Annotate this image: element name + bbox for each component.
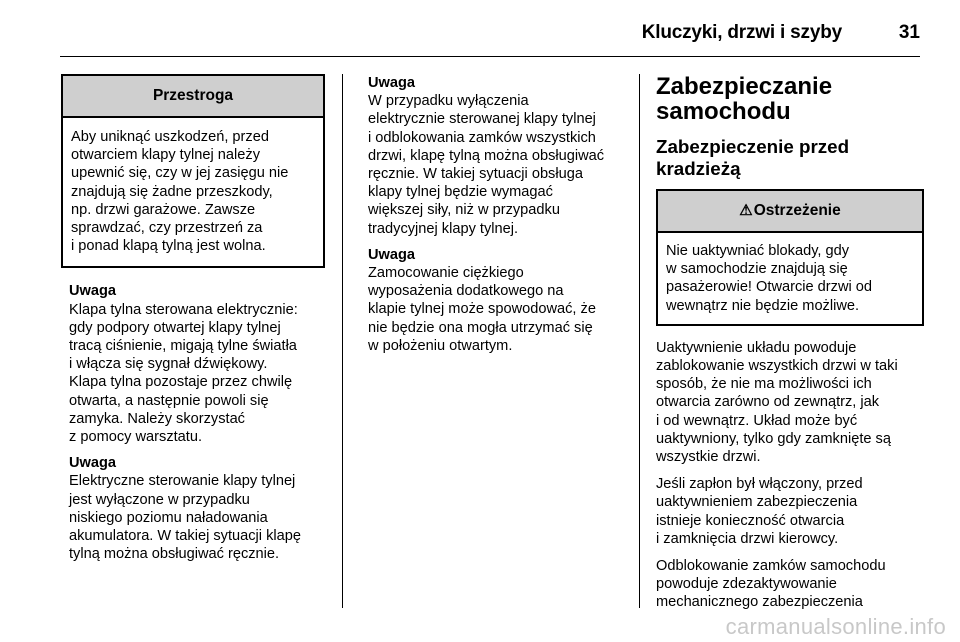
warning-title: Ostrzeżenie bbox=[753, 202, 841, 219]
text-line: znajdują się żadne przeszkody, bbox=[71, 183, 273, 200]
note-title: Uwaga bbox=[368, 246, 416, 263]
text-line: nie będzie ona mogła utrzymać się bbox=[368, 319, 593, 336]
text-line: ręcznie. W takiej sytuacji obsługa bbox=[368, 166, 583, 183]
text-line: sprawdzać, czy przestrzeń za bbox=[71, 220, 263, 237]
text-line: tylną można obsługiwać ręcznie. bbox=[69, 546, 280, 563]
column-left bbox=[61, 74, 325, 563]
warning-box bbox=[656, 189, 924, 326]
text-line: tracą ciśnienie, migają tylne światła bbox=[69, 338, 297, 355]
text-line: upewnić się, czy w jej zasięgu nie bbox=[71, 165, 289, 182]
text-line: w położeniu otwartym. bbox=[368, 337, 513, 354]
text-line: otwarcia zarówno od zewnątrz, jak bbox=[656, 394, 880, 411]
text-line: Elektryczne sterowanie klapy tylnej bbox=[69, 473, 296, 490]
text-line: jest wyłączone w przypadku bbox=[69, 491, 250, 508]
text-line: i włącza się sygnał dźwiękowy. bbox=[69, 356, 268, 373]
note-text bbox=[69, 472, 325, 563]
text-line: Odblokowanie zamków samochodu bbox=[656, 558, 886, 575]
text-line: niskiego poziomu naładowania bbox=[69, 509, 268, 526]
text-line: powoduje zdezaktywowanie bbox=[656, 576, 837, 593]
warning-body bbox=[658, 233, 922, 324]
paragraph-ignition bbox=[656, 475, 924, 548]
text-line: klapie tylnej może spowodować, że bbox=[368, 301, 596, 318]
warning-header bbox=[658, 191, 922, 233]
text-line: otwarta, a następnie powoli się bbox=[69, 392, 269, 409]
column-divider bbox=[342, 74, 343, 608]
note-title: Uwaga bbox=[69, 455, 117, 472]
paragraph-activation bbox=[656, 339, 924, 466]
page-number: 31 bbox=[898, 22, 920, 43]
text-line: uaktywniony, tylko gdy zamknięte są bbox=[656, 430, 891, 447]
text-line: W przypadku wyłączenia bbox=[368, 93, 529, 110]
text-line: mechanicznego zabezpieczenia bbox=[656, 594, 863, 611]
text-line: Zabezpieczanie bbox=[656, 73, 833, 100]
text-line: Aby uniknąć uszkodzeń, przed bbox=[71, 129, 269, 145]
column-divider bbox=[639, 74, 640, 608]
note-text bbox=[69, 301, 325, 447]
warning-triangle-icon: ⚠ bbox=[739, 202, 753, 219]
text-line: wewnątrz nie będzie możliwe. bbox=[666, 297, 860, 314]
note-title: Uwaga bbox=[69, 283, 117, 300]
text-line: Klapa tylna pozostaje przez chwilę bbox=[69, 374, 293, 391]
caution-title: Przestroga bbox=[63, 76, 323, 118]
column-right bbox=[656, 74, 924, 612]
text-line: Uaktywnienie układu powoduje bbox=[656, 339, 857, 356]
note-text bbox=[368, 92, 626, 238]
caution-box bbox=[61, 74, 325, 268]
watermark: carmanualsonline.info bbox=[725, 614, 946, 639]
text-line: klapy tylnej będzie wymagać bbox=[368, 184, 553, 201]
note-title: Uwaga bbox=[368, 75, 416, 91]
text-line: Zamocowanie ciężkiego bbox=[368, 265, 524, 282]
paragraph-unlocking bbox=[656, 557, 924, 612]
text-line: Klapa tylna sterowana elektrycznie: bbox=[69, 301, 298, 318]
text-line: Zabezpieczenie przed bbox=[656, 136, 850, 157]
text-line: zamyka. Należy skorzystać bbox=[69, 410, 245, 427]
text-line: np. drzwi garażowe. Zawsze bbox=[71, 201, 256, 218]
note-electric-tailgate bbox=[61, 282, 325, 446]
text-line: i od wewnątrz. Układ może być bbox=[656, 412, 858, 429]
text-line: akumulatora. W takiej sytuacji klapę bbox=[69, 528, 301, 545]
text-line: tradycyjnej klapy tylnej. bbox=[368, 220, 519, 237]
text-line: wszystkie drzwi. bbox=[656, 449, 761, 466]
text-line: Jeśli zapłon był włączony, przed bbox=[656, 476, 863, 493]
text-line: sposób, że nie ma możliwości ich bbox=[656, 376, 872, 393]
note-manual-operation bbox=[368, 74, 626, 238]
caution-body bbox=[63, 118, 323, 266]
text-line: większej siły, niż w przypadku bbox=[368, 202, 560, 219]
text-line: i odblokowania zamków wszystkich bbox=[368, 129, 596, 146]
note-text bbox=[368, 264, 626, 355]
subsection-heading bbox=[656, 136, 924, 180]
text-line: w samochodzie znajdują się bbox=[666, 261, 848, 278]
text-line: wyposażenia dodatkowego na bbox=[368, 283, 564, 300]
text-line: otwarciem klapy tylnej należy bbox=[71, 147, 260, 164]
text-line: samochodu bbox=[656, 98, 791, 125]
text-line: Nie uaktywniać blokady, gdy bbox=[666, 243, 850, 259]
column-middle bbox=[368, 74, 626, 355]
note-heavy-equipment bbox=[368, 246, 626, 355]
header-divider bbox=[60, 56, 920, 57]
text-line: istnieje konieczność otwarcia bbox=[656, 512, 845, 529]
text-line: z pomocy warsztatu. bbox=[69, 429, 203, 446]
text-line: gdy podpory otwartej klapy tylnej bbox=[69, 319, 281, 336]
text-line: zablokowanie wszystkich drzwi w taki bbox=[656, 358, 898, 375]
text-line: elektrycznie sterowanej klapy tylnej bbox=[368, 111, 596, 128]
note-battery bbox=[61, 454, 325, 563]
text-line: i zamknięcia drzwi kierowcy. bbox=[656, 530, 839, 547]
section-heading bbox=[656, 74, 924, 124]
text-line: i ponad klapą tylną jest wolna. bbox=[71, 238, 266, 255]
text-line: pasażerowie! Otwarcie drzwi od bbox=[666, 279, 873, 296]
text-line: uaktywnieniem zabezpieczenia bbox=[656, 494, 858, 511]
text-line: drzwi, klapę tylną można obsługiwać bbox=[368, 147, 605, 164]
text-line: kradzieżą bbox=[656, 158, 741, 179]
page-header bbox=[0, 0, 960, 58]
page-title: Kluczyki, drzwi i szyby bbox=[641, 22, 842, 43]
